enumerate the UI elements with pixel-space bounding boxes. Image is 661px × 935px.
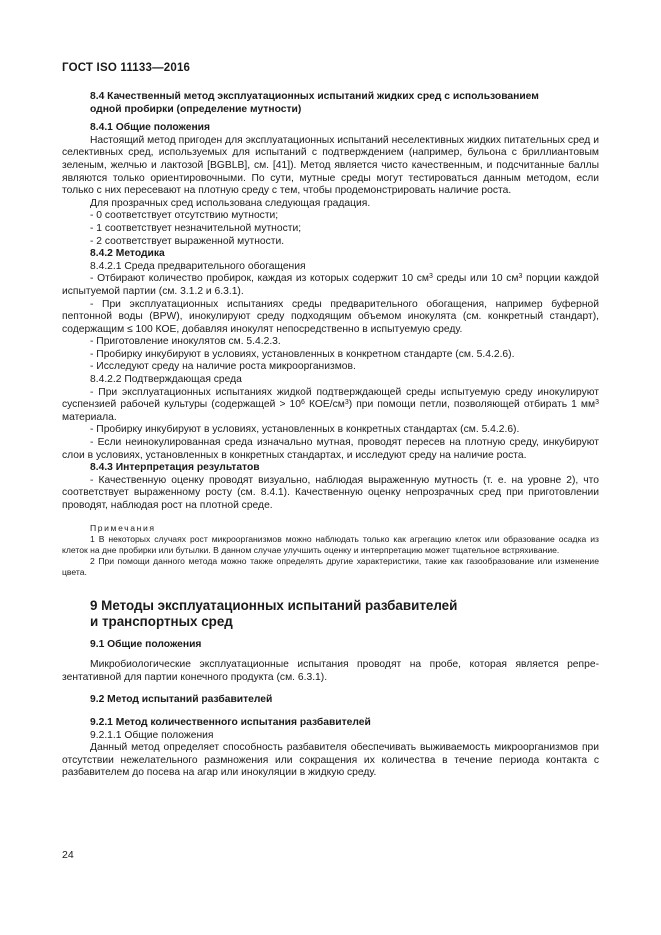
- heading-8-4-2: 8.4.2 Методика: [90, 248, 165, 260]
- text-run: материала.: [62, 411, 117, 423]
- list-item: - 1 соответствует незначительной мутности;: [90, 222, 302, 234]
- subheading-8-4-2-2: 8.4.2.2 Подтверждающая среда: [90, 374, 242, 386]
- list-item: - Качественную оценку проводят визуально, наблюдая выраженную мутность (т. е. на уровне 2), что соответствует выраженному росту (см. 8.4.1). Качественную оценку непрозрачных сред при приготовлении проводят, наблюдая рост на плотной среде.: [62, 474, 599, 511]
- list-item: - Пробирку инкубируют в условиях, установленных в конкретном стандарте (см. 5.4.2.6).: [90, 348, 515, 360]
- page-number: 24: [62, 849, 74, 861]
- heading-9-1: 9.1 Общие положения: [90, 638, 202, 650]
- paragraph: Настоящий метод пригоден для эксплуатационных испытаний неселективных жидких питательных сред и селективных сред, используемых для испытаний с подтверждением (например, бульона с бриллиантовым зеленым, желчью и лактозой [BGBLB], см. [41]). Метод является чисто качественным, и подсчитанные баллы являются только ориентировочными. По сути, мутные среды могут тестироваться данным методом, если только с них пересевают на плотную среду с тем, чтобы продемонстрировать наличие роста.: [62, 134, 599, 197]
- list-item: [62, 387, 599, 425]
- paragraph: Данный метод определяет способность разбавителя обеспечивать выживаемость микроорганизмов при отсутствии нежелательного размножения или сокращения их количества в течение периода контакта с разбавителем до посева на агар или инокуляции в жидкую среду.: [62, 742, 599, 779]
- superscript: 3: [344, 399, 349, 407]
- section-9-title-line2: и транспортных сред: [90, 613, 233, 629]
- heading-9-2: 9.2 Метод испытаний разбавителей: [90, 694, 273, 706]
- heading-8-4-3: 8.4.3 Интерпретация результатов: [90, 462, 260, 474]
- heading-9-2-1: 9.2.1 Метод количественного испытания разбавителей: [90, 716, 371, 728]
- text-run: среды или 10 см: [432, 273, 519, 285]
- list-item: - Исследуют среду на наличие роста микроорганизмов.: [90, 361, 356, 373]
- text-run: - При эксплуатационных испытаниях жидкой подтверждающей среды испытуемую среду инокулируют суспензией рабочей культуры (содержащей > 10: [62, 386, 599, 411]
- superscript: 3: [595, 399, 599, 407]
- list-item: - 2 соответствует выраженной мутности.: [90, 235, 285, 247]
- list-item: - Приготовление инокулятов см. 5.4.2.3.: [90, 336, 281, 348]
- heading-8-4: 8.4 Качественный метод эксплуатационных испытаний жидких сред с использованием: [90, 91, 539, 102]
- superscript: 3: [518, 273, 523, 281]
- text-run: ) при помощи петли, позволяющей отбирать 1 мм: [348, 399, 596, 411]
- list-item: [62, 273, 599, 298]
- list-item: - При эксплуатационных испытаниях среды предварительного обогащения, например буферной пептонной воды (BPW), инокулируют среду подходящим объемом инокулята (см. конкретный стандарт), содержащим ≤ 100 КОЕ, добавляя инокулят непосредственно в испытуемую среду.: [62, 298, 599, 335]
- subheading-8-4-2-1: 8.4.2.1 Среда предварительного обогащения: [90, 260, 306, 272]
- list-item: - Если неинокулированная среда изначально мутная, проводят пересев на плотную среду, инкубируют слои в условиях, установленных в конкретных стандартах, и исследуют среду на наличие роста.: [62, 437, 599, 461]
- list-item: - Пробирку инкубируют в условиях, установленных в конкретных стандартах (см. 5.4.2.6).: [90, 424, 520, 436]
- note-1: 1 В некоторых случаях рост микроорганизмов можно наблюдать только как агрегацию клеток или образование осадка из клеток на дне пробирки или бутылки. В данном случае улучшить оценку и интерпретацию может тщательное встряхивание.: [62, 533, 599, 555]
- heading-8-4-cont: одной пробирки (определение мутности): [90, 103, 302, 115]
- list-item: - 0 соответствует отсутствию мутности;: [90, 210, 279, 222]
- text-run: порции каждой испытуемой партии (см. 3.1.2 и 6.3.1).: [62, 273, 600, 297]
- section-9-title: [90, 598, 599, 630]
- page-body: [62, 91, 599, 780]
- notes-title: Примечания: [90, 522, 156, 533]
- note-2: 2 При помощи данного метода можно также определять другие характеристики, такие как газообразование или изменение цвета.: [62, 555, 599, 577]
- paragraph: Для прозрачных сред использована следующая градация.: [90, 197, 371, 209]
- superscript: 6: [301, 399, 305, 407]
- superscript: 3: [428, 273, 433, 281]
- heading-8-4-1: 8.4.1 Общие положения: [90, 122, 210, 134]
- running-header: ГОСТ ISO 11133—2016: [62, 62, 191, 74]
- text-run: - Отбирают количество пробирок, каждая из которых содержит 10 см: [90, 273, 429, 285]
- paragraph: Микробиологические эксплуатационные испытания проводят на пробе, которая является репрезентативной для партии конечного продукта (см. 6.3.1).: [62, 659, 599, 683]
- subheading-9-2-1-1: 9.2.1.1 Общие положения: [90, 729, 214, 741]
- section-9-title-line1: 9 Методы эксплуатационных испытаний разбавителей: [90, 597, 458, 613]
- text-run: КОЕ/см: [304, 399, 345, 411]
